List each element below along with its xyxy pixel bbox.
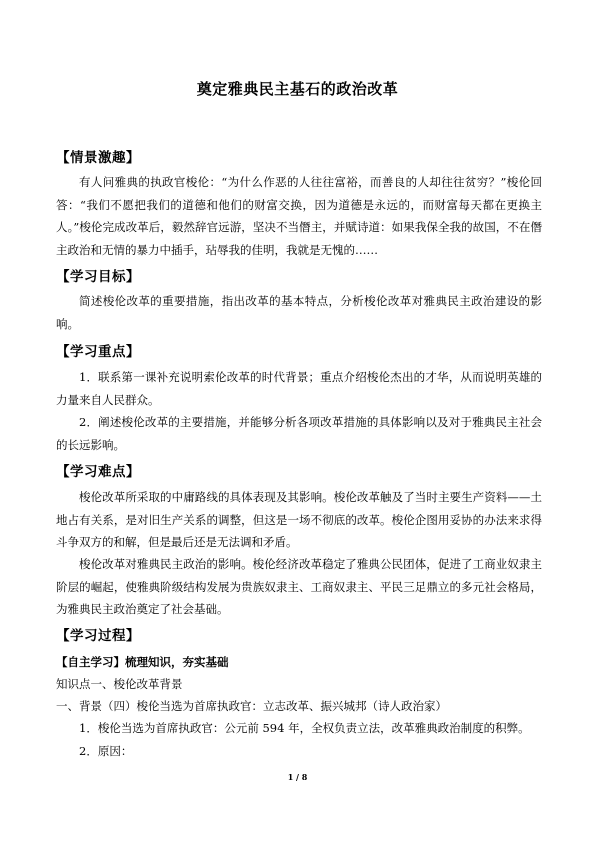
section-heading-goal: 【学习目标】 (56, 269, 140, 285)
difficulty-item-2: 梭伦改革对雅典民主政治的影响。梭伦经济改革稳定了雅典公民团体，促进了工商业奴隶主阶层的崛起，使雅典阶级结构发展为贵族奴隶主、工商奴隶主、平民三足鼎立的多元社会格局，为雅典民主政治奠定了社会基础。 (56, 557, 542, 616)
self-study-bracket: 【自主学习】 (56, 655, 125, 669)
process-line-4: 2．原因： (79, 744, 133, 758)
section-heading-process: 【学习过程】 (56, 628, 140, 644)
goal-paragraph: 简述梭伦改革的重要措施，指出改革的基本特点，分析梭伦改革对雅典民主政治建设的影响。 (56, 294, 542, 331)
difficulty-item-1: 梭伦改革所采取的中庸路线的具体表现及其影响。梭伦改革触及了当时主要生产资料——土地占有关系，是对旧生产关系的调整，但这是一场不彻底的改革。梭伦企图用妥协的办法来求得斗争双方的和解，但是最后还是无法调和矛盾。 (56, 490, 542, 549)
intro-paragraph: 有人问雅典的执政官梭伦：“为什么作恶的人往往富裕，而善良的人却往往贫穷？”梭伦回答：“我们不愿把我们的道德和他们的财富交换，因为道德是永远的，而财富每天都在更换主人。”梭伦完成改革后，毅然辞官远游，坚决不当僭主，并赋诗道：如果我保全我的故国，不在僭主政治和无情的暴力中插手，玷辱我的佳明，我就是无愧的…… (56, 175, 542, 257)
section-heading-intro: 【情景激趣】 (56, 150, 140, 166)
section-heading-key: 【学习重点】 (56, 344, 140, 360)
process-line-1: 知识点一、梭伦改革背景 (56, 677, 183, 691)
self-study-heading (56, 653, 542, 671)
section-heading-difficulty: 【学习难点】 (56, 464, 140, 480)
page-title: 奠定雅典民主基石的政治改革 (196, 80, 399, 98)
page-number: 1 / 8 (287, 772, 308, 782)
key-item-2: 2．阐述梭伦改革的主要措施，并能够分析各项改革措施的具体影响以及对于雅典民主社会的长远影响。 (56, 415, 542, 452)
key-item-1: 1．联系第一课补充说明索伦改革的时代背景；重点介绍梭伦杰出的才华，从而说明英雄的力量来自人民群众。 (56, 370, 542, 407)
process-line-2: 一、背景（四）梭伦当选为首席执政官：立志改革、振兴城邦（诗人政治家） (56, 699, 447, 713)
self-study-text: 梳理知识，夯实基础 (125, 655, 229, 669)
process-line-3: 1．梭伦当选为首席执政官：公元前 594 年，全权负责立法，改革雅典政治制度的积弊。 (79, 721, 530, 735)
